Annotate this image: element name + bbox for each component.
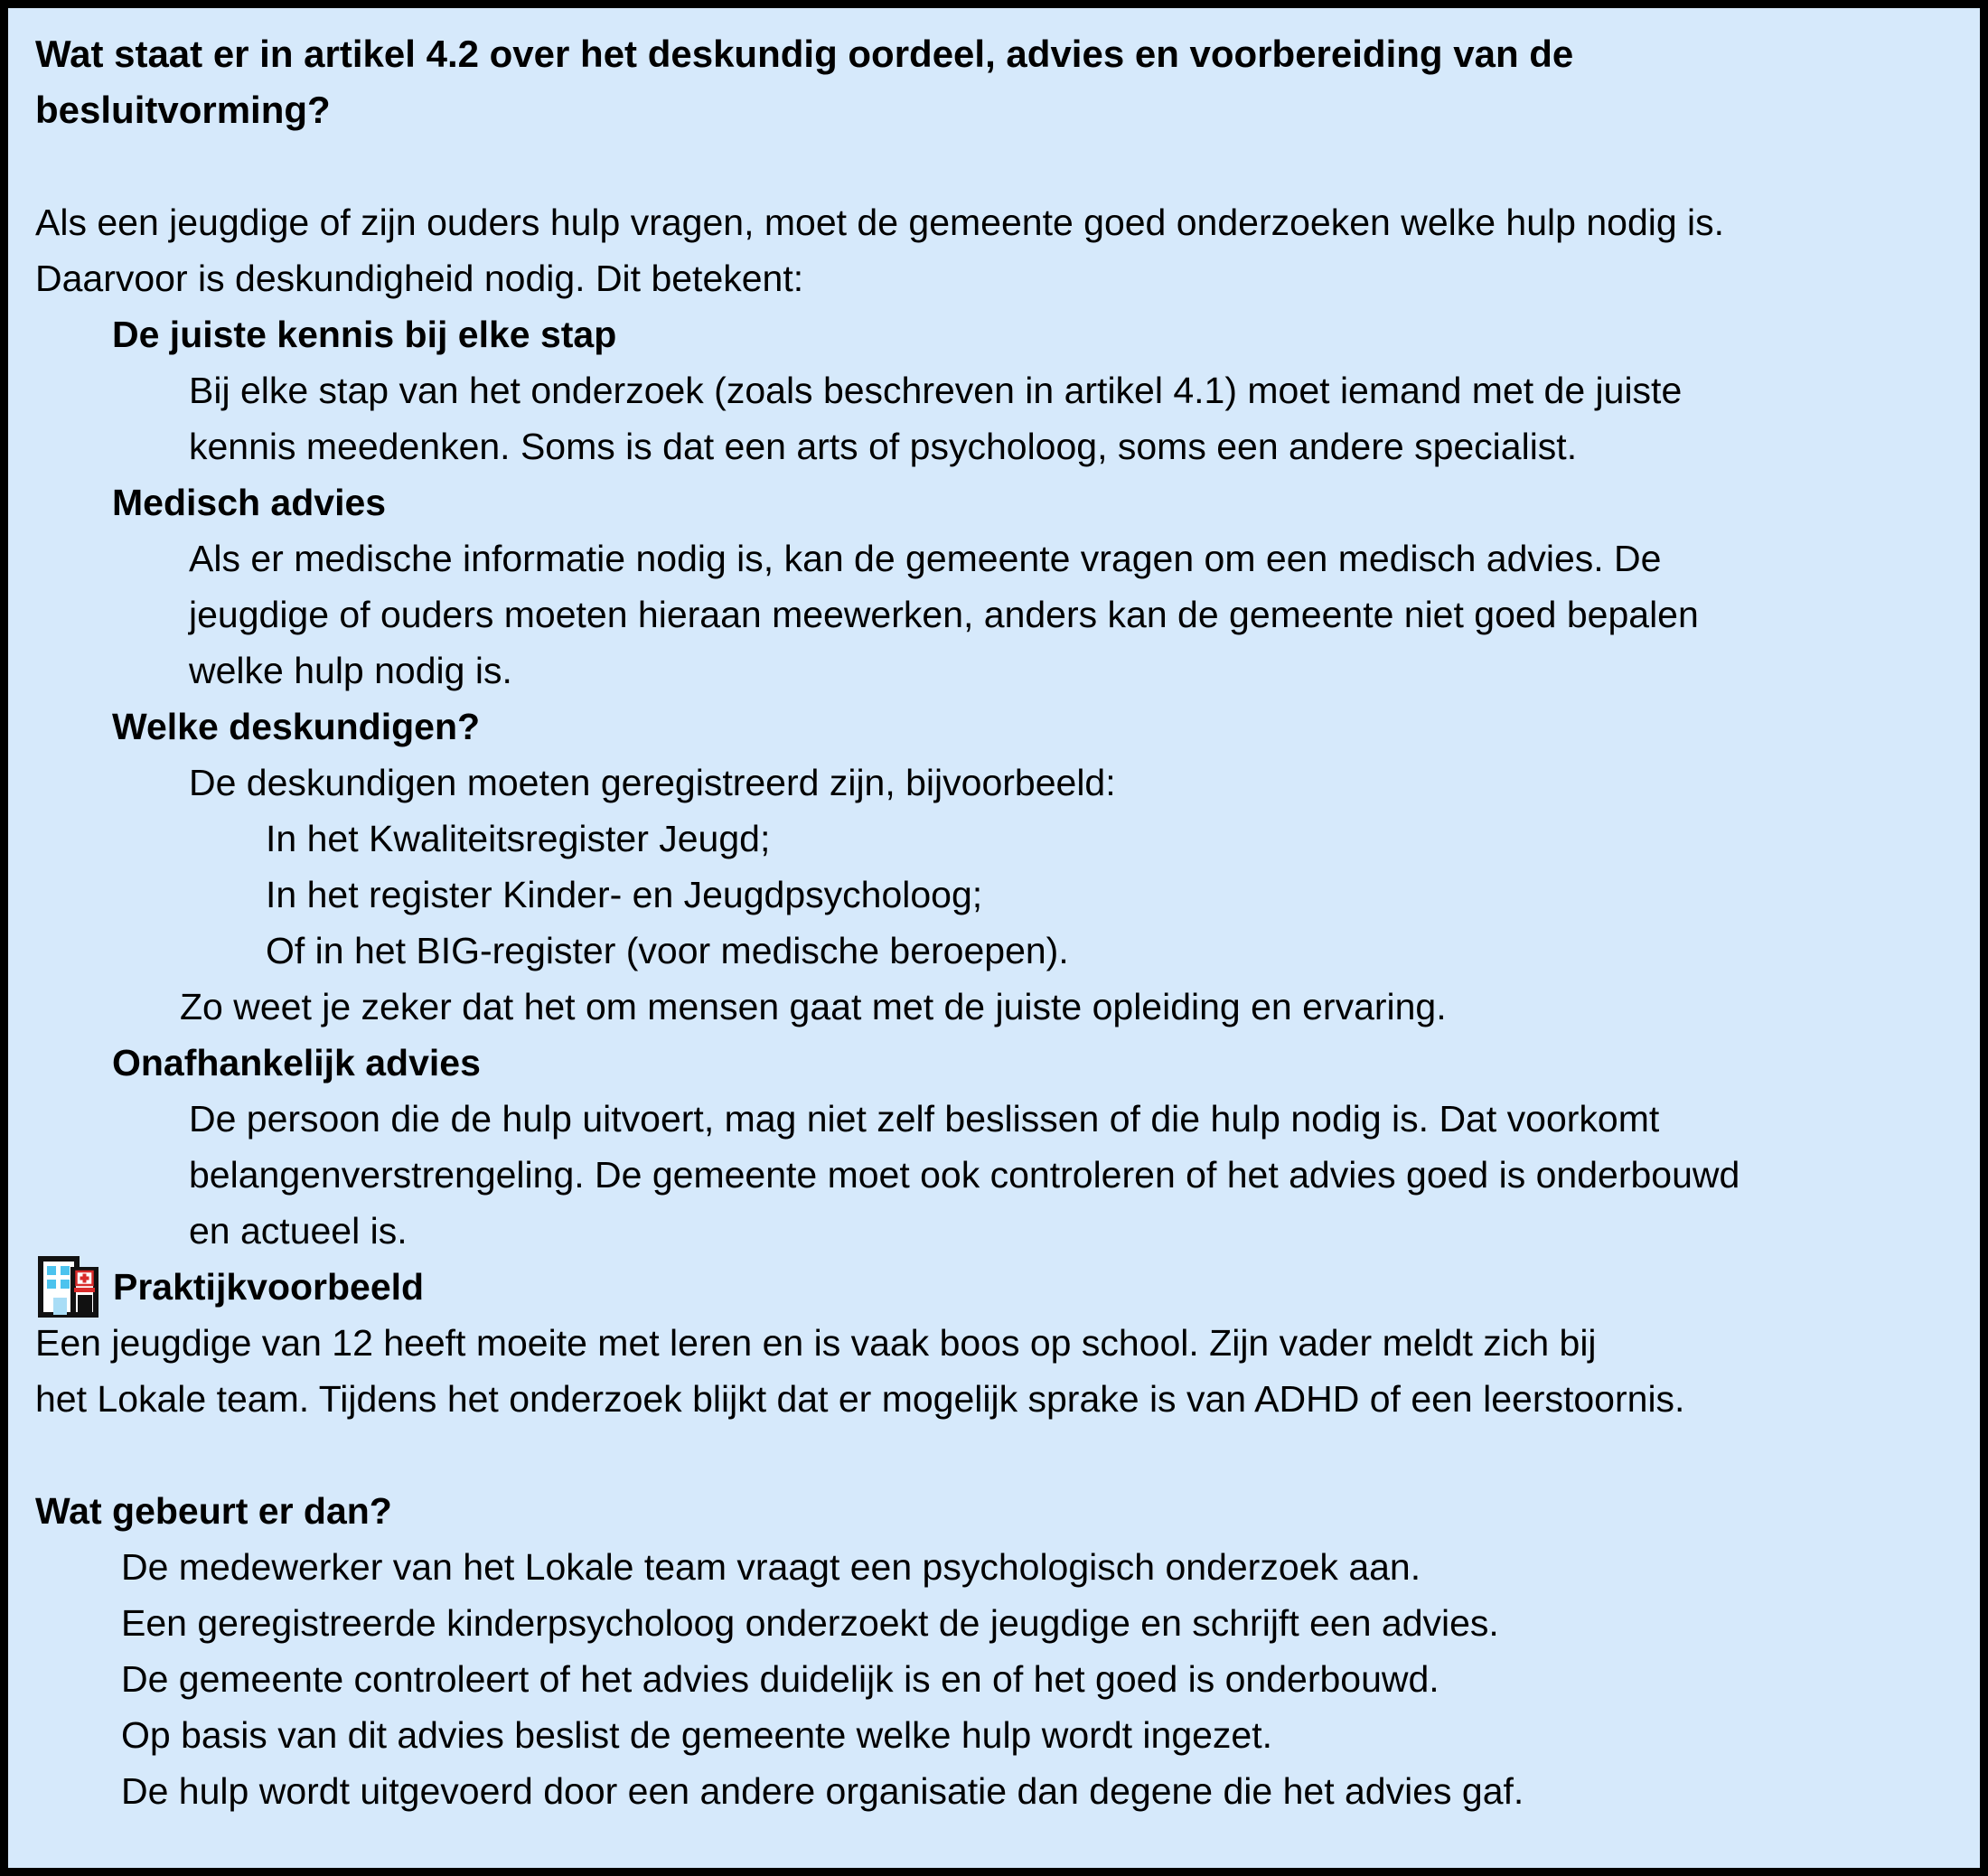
what-happens-block bbox=[35, 1483, 1962, 1819]
what-happens-item: Op basis van dit advies beslist de gemeente welke hulp wordt ingezet. bbox=[121, 1714, 1273, 1756]
intro-line-1: Als een jeugdige of zijn ouders hulp vragen, moet de gemeente goed onderzoeken welke hulp nodig is. bbox=[35, 202, 1725, 243]
section-body-line: jeugdige of ouders moeten hieraan meewerken, anders kan de gemeente niet goed bepalen bbox=[189, 594, 1699, 635]
what-happens-item: Een geregistreerde kinderpsycholoog onderzoekt de jeugdige en schrijft een advies. bbox=[121, 1602, 1499, 1644]
section-heading-welke-deskundigen: Welke deskundigen? bbox=[112, 706, 481, 747]
title-line-1: Wat staat er in artikel 4.2 over het deskundig oordeel, advies en voorbereiding van de bbox=[35, 33, 1574, 75]
register-list-item: In het Kwaliteitsregister Jeugd; bbox=[266, 818, 771, 859]
section-medisch-advies bbox=[35, 474, 1962, 699]
section-heading-onafhankelijk-advies: Onafhankelijk advies bbox=[112, 1042, 481, 1083]
what-happens-item: De hulp wordt uitgevoerd door een andere organisatie dan degene die het advies gaf. bbox=[121, 1770, 1524, 1812]
title-line-2: besluitvorming? bbox=[35, 89, 331, 131]
section-body-line: De deskundigen moeten geregistreerd zijn, bijvoorbeeld: bbox=[189, 762, 1116, 803]
section-body-line: Als er medische informatie nodig is, kan de gemeente vragen om een medisch advies. De bbox=[189, 538, 1662, 579]
section-body-line: en actueel is. bbox=[189, 1210, 408, 1252]
spacer bbox=[35, 1427, 1962, 1483]
what-happens-heading: Wat gebeurt er dan? bbox=[35, 1490, 392, 1532]
section-footer-line: Zo weet je zeker dat het om mensen gaat met de juiste opleiding en ervaring. bbox=[180, 986, 1447, 1027]
example-block bbox=[35, 1259, 1962, 1427]
example-line: Een jeugdige van 12 heeft moeite met leren en is vaak boos op school. Zijn vader meldt zich bij bbox=[35, 1322, 1597, 1364]
intro-paragraph bbox=[35, 194, 1962, 306]
hospital-icon bbox=[35, 1254, 100, 1319]
section-body-line: Bij elke stap van het onderzoek (zoals beschreven in artikel 4.1) moet iemand met de juiste bbox=[189, 370, 1683, 411]
register-list-item: Of in het BIG-register (voor medische beroepen). bbox=[266, 930, 1069, 971]
section-body-line: De persoon die de hulp uitvoert, mag niet zelf beslissen of die hulp nodig is. Dat voorkomt bbox=[189, 1098, 1660, 1140]
register-list-item: In het register Kinder- en Jeugdpsycholoog; bbox=[266, 874, 983, 915]
what-happens-item: De medewerker van het Lokale team vraagt een psychologisch onderzoek aan. bbox=[121, 1546, 1421, 1588]
section-body-line: kennis meedenken. Soms is dat een arts of psycholoog, soms een andere specialist. bbox=[189, 426, 1578, 467]
example-heading-row bbox=[35, 1259, 1962, 1315]
section-welke-deskundigen bbox=[35, 699, 1962, 1035]
section-body-line: welke hulp nodig is. bbox=[189, 650, 512, 691]
example-heading: Praktijkvoorbeeld bbox=[113, 1266, 425, 1308]
section-heading-medisch-advies: Medisch advies bbox=[112, 482, 387, 523]
page-title bbox=[35, 26, 1962, 138]
section-body-line: belangenverstrengeling. De gemeente moet ook controleren of het advies goed is onderbouwd bbox=[189, 1154, 1740, 1196]
section-heading-juiste-kennis: De juiste kennis bij elke stap bbox=[112, 314, 617, 355]
example-line: het Lokale team. Tijdens het onderzoek blijkt dat er mogelijk sprake is van ADHD of een leerstoornis. bbox=[35, 1378, 1685, 1420]
section-onafhankelijk-advies bbox=[35, 1035, 1962, 1259]
section-juiste-kennis bbox=[35, 306, 1962, 474]
spacer bbox=[35, 138, 1962, 194]
what-happens-item: De gemeente controleert of het advies duidelijk is en of het goed is onderbouwd. bbox=[121, 1658, 1439, 1700]
intro-line-2: Daarvoor is deskundigheid nodig. Dit betekent: bbox=[35, 258, 804, 299]
